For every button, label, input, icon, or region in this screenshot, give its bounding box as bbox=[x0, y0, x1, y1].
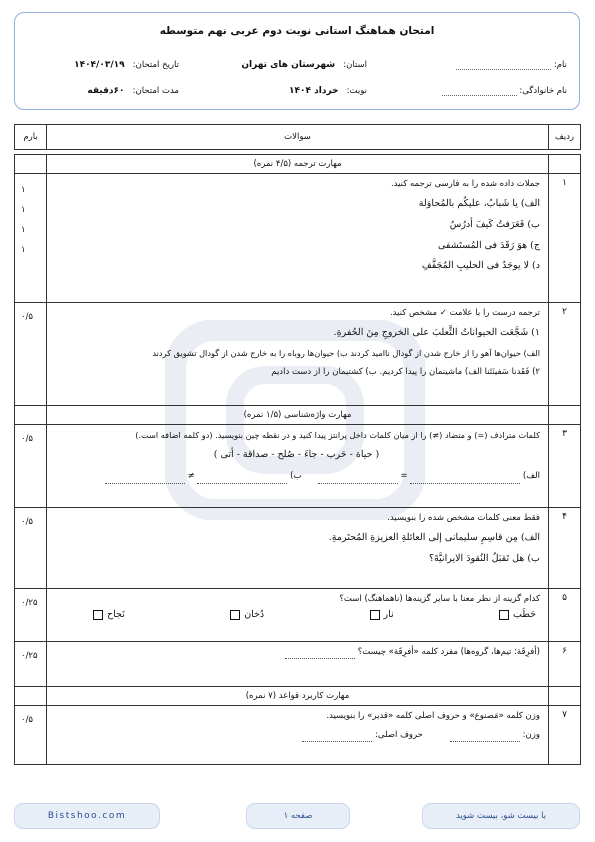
q5-options bbox=[53, 606, 540, 623]
q1-item-d: د) لا یوجَدُ فی الحلیبِ المُجَفَّفِ bbox=[421, 260, 540, 272]
footer-slogan: با بیست شو، بیست شوید bbox=[422, 803, 580, 829]
q4-item-a: الف) مِن قاسِمِ سلیمانی إلی العائلةِ العزیزةِ المُحتَرمةِ. bbox=[328, 532, 540, 544]
q4-instruction: فقط معنی کلمات مشخص شده را بنویسید. bbox=[387, 513, 540, 523]
term-field: نوبت: خرداد ۱۴۰۴ bbox=[289, 86, 367, 96]
province-field: استان: شهرستان های تهران bbox=[241, 60, 367, 70]
question-6 bbox=[15, 642, 581, 687]
q3-instruction: کلمات مترادف (=) و متضاد (≠) را از میان کلمات داخل پرانتز پیدا کنید و در نقطه چین بنویسید. (دو کلمه اضافه است.) bbox=[135, 430, 540, 440]
q4-item-b: ب) هل تَقبَلُ النُقودَ الایرانیَّةَ؟ bbox=[428, 552, 540, 564]
exam-title: امتحان هماهنگ استانی نوبت دوم عربی نهم متوسطه bbox=[159, 25, 435, 37]
term-value: خرداد ۱۴۰۴ bbox=[289, 86, 339, 96]
question-5 bbox=[15, 589, 581, 642]
q1-number: ۱ bbox=[549, 174, 581, 303]
q1-body bbox=[47, 174, 549, 303]
section-translation: مهارت ترجمه (۴/۵ نمره) bbox=[15, 155, 581, 174]
family-field[interactable]: نام خانوادگی: bbox=[442, 86, 567, 96]
q7-answers[interactable]: وزن: حروف اصلی: bbox=[53, 729, 540, 742]
q1-instruction: جملات داده شده را به فارسی ترجمه کنید. bbox=[390, 179, 540, 189]
q4-body bbox=[47, 508, 549, 589]
footer-site-link[interactable]: Bistshoo.com bbox=[14, 803, 160, 829]
question-7 bbox=[15, 706, 581, 765]
q6-score: ۰/۲۵ bbox=[15, 642, 47, 687]
q2-body bbox=[47, 303, 549, 406]
q7-instruction: وزن کلمه «مَصنوع» و حروف اصلی کلمه «قدیر» را بنویسید. bbox=[326, 711, 540, 721]
q6-number: ۶ bbox=[549, 642, 581, 687]
checkbox-icon[interactable] bbox=[93, 610, 103, 620]
question-1 bbox=[15, 174, 581, 303]
page-number: صفحه ۱ bbox=[246, 803, 350, 829]
q5-number: ۵ bbox=[549, 589, 581, 642]
q7-number: ۷ bbox=[549, 706, 581, 765]
q4-number: ۴ bbox=[549, 508, 581, 589]
questions-table bbox=[14, 124, 581, 765]
province-value: شهرستان های تهران bbox=[241, 60, 336, 70]
section-vocabulary: مهارت واژه‌شناسی (۱/۵ نمره) bbox=[15, 406, 581, 425]
q3-body bbox=[47, 425, 549, 508]
q5-option-2[interactable]: نار bbox=[370, 608, 394, 623]
q5-body bbox=[47, 589, 549, 642]
q5-option-3[interactable]: دُخان bbox=[230, 608, 264, 623]
q2-sentence-2[interactable]: ۲) فَقَدنا سَفینَتَنا الف) ماشینمان را پیدا کردیم. ب) کشتیمان را از دست دادیم bbox=[271, 366, 540, 377]
q5-score: ۰/۲۵ bbox=[15, 589, 47, 642]
q6-text[interactable]: (أفرِقَة: تیم‌ها، گروه‌ها) مفرد کلمه «أفرِقَة» چیست؟ bbox=[53, 646, 540, 659]
question-2 bbox=[15, 303, 581, 406]
q5-instruction: کدام گزینه از نظر معنا با سایر گزینه‌ها (ناهماهنگ) است؟ bbox=[339, 594, 540, 604]
exam-date-value: ۱۴۰۴/۰۳/۱۹ bbox=[74, 60, 125, 70]
q2-options-1[interactable]: الف) حیوان‌ها آهو را از خارج شدن از گودال ناامید کردند ب) حیوان‌ها روباه را به خارج شدن از گودال تشویق کردند bbox=[152, 347, 540, 358]
exam-date: تاریخ امتحان: ۱۴۰۴/۰۳/۱۹ bbox=[74, 60, 179, 70]
q2-sentence-1: ۱) شَجَّعَت الحیواناتُ الثَّعلبَ علی الخروجِ مِنَ الحُفرةِ. bbox=[333, 327, 540, 339]
question-3 bbox=[15, 425, 581, 508]
q5-option-4[interactable]: نَجاح bbox=[93, 608, 125, 623]
q7-body bbox=[47, 706, 549, 765]
q7-score: ۰/۵ bbox=[15, 706, 47, 765]
q3-score: ۰/۵ bbox=[15, 425, 47, 508]
q3-word-list: ( حیاة - حَرب - جاءَ - صُلح - صداقة - أتی ) bbox=[213, 448, 380, 460]
q2-score: ۰/۵ bbox=[15, 303, 47, 406]
checkbox-icon[interactable] bbox=[230, 610, 240, 620]
q2-instruction: ترجمه درست را با علامت ✓ مشخص کنید. bbox=[389, 308, 540, 318]
question-4 bbox=[15, 508, 581, 589]
table-header-row bbox=[15, 125, 581, 150]
q2-number: ۲ bbox=[549, 303, 581, 406]
name-field[interactable]: نام: bbox=[456, 60, 567, 70]
q1-item-b: ب) فَعَرَفتُ کَیفَ أدرُسُ bbox=[449, 218, 540, 230]
q3-number: ۳ bbox=[549, 425, 581, 508]
questions-header: سوالات bbox=[47, 125, 549, 150]
q3-answer-line[interactable]: الف) = ب) ≠ bbox=[53, 470, 540, 483]
q1-scores: ۱ ۱ ۱ ۱ bbox=[15, 174, 47, 303]
exam-header bbox=[14, 12, 580, 110]
duration-value: ۶۰دقیقه bbox=[87, 86, 125, 96]
score-header: بارم bbox=[15, 125, 47, 150]
q5-option-1[interactable]: حَطَب bbox=[499, 608, 536, 623]
q4-score: ۰/۵ bbox=[15, 508, 47, 589]
exam-duration: مدت امتحان: ۶۰دقیقه bbox=[87, 86, 179, 96]
q1-item-a: الف) یا شَبابُ، علیکُم بالمُحاوَلة bbox=[418, 198, 540, 210]
q1-item-c: ج) هوَ رَقَدَ فی المُستَشفی bbox=[438, 239, 540, 251]
q6-body bbox=[47, 642, 549, 687]
section-grammar: مهارت کاربرد قواعد (۷ نمره) bbox=[15, 687, 581, 706]
row-header: ردیف bbox=[549, 125, 581, 150]
checkbox-icon[interactable] bbox=[370, 610, 380, 620]
checkbox-icon[interactable] bbox=[499, 610, 509, 620]
